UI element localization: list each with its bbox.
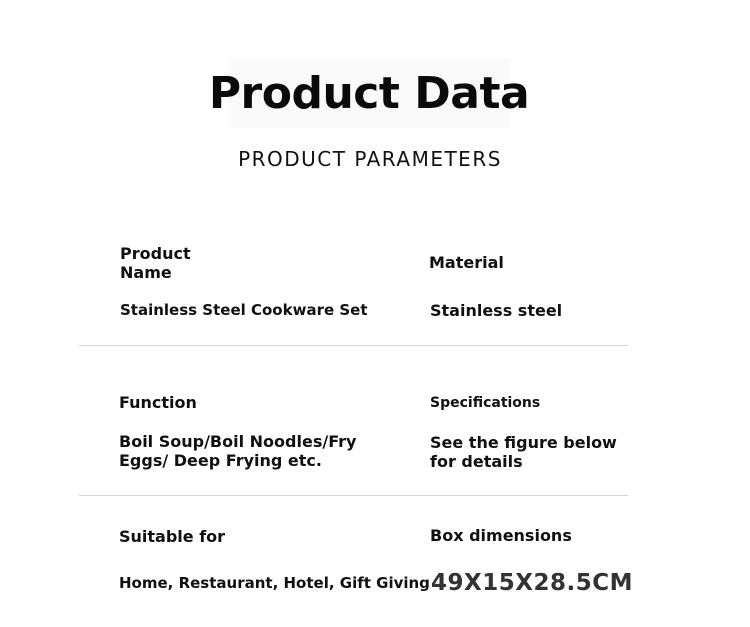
title-banner [208, 58, 530, 128]
row-divider [79, 345, 628, 346]
box-dimensions-label: Box dimensions [430, 526, 572, 545]
row-divider [79, 495, 628, 496]
page-title: Product Data [208, 67, 530, 119]
material-value: Stainless steel [430, 301, 563, 320]
suitable-for-label: Suitable for [119, 527, 226, 546]
page-subtitle: PRODUCT PARAMETERS [238, 147, 502, 171]
specifications-label: Specifications [430, 395, 541, 411]
function-value: Boil Soup/Boil Noodles/Fry Eggs/ Deep Frying etc. [119, 432, 357, 470]
material-label: Material [429, 253, 504, 272]
box-dimensions-value: 49X15X28.5CM [431, 570, 633, 596]
product-name-label: Product Name [120, 244, 191, 282]
suitable-for-value: Home, Restaurant, Hotel, Gift Giving [119, 574, 430, 592]
specifications-value: See the figure below for details [430, 433, 617, 471]
function-label: Function [119, 393, 197, 412]
product-name-value: Stainless Steel Cookware Set [120, 301, 368, 319]
